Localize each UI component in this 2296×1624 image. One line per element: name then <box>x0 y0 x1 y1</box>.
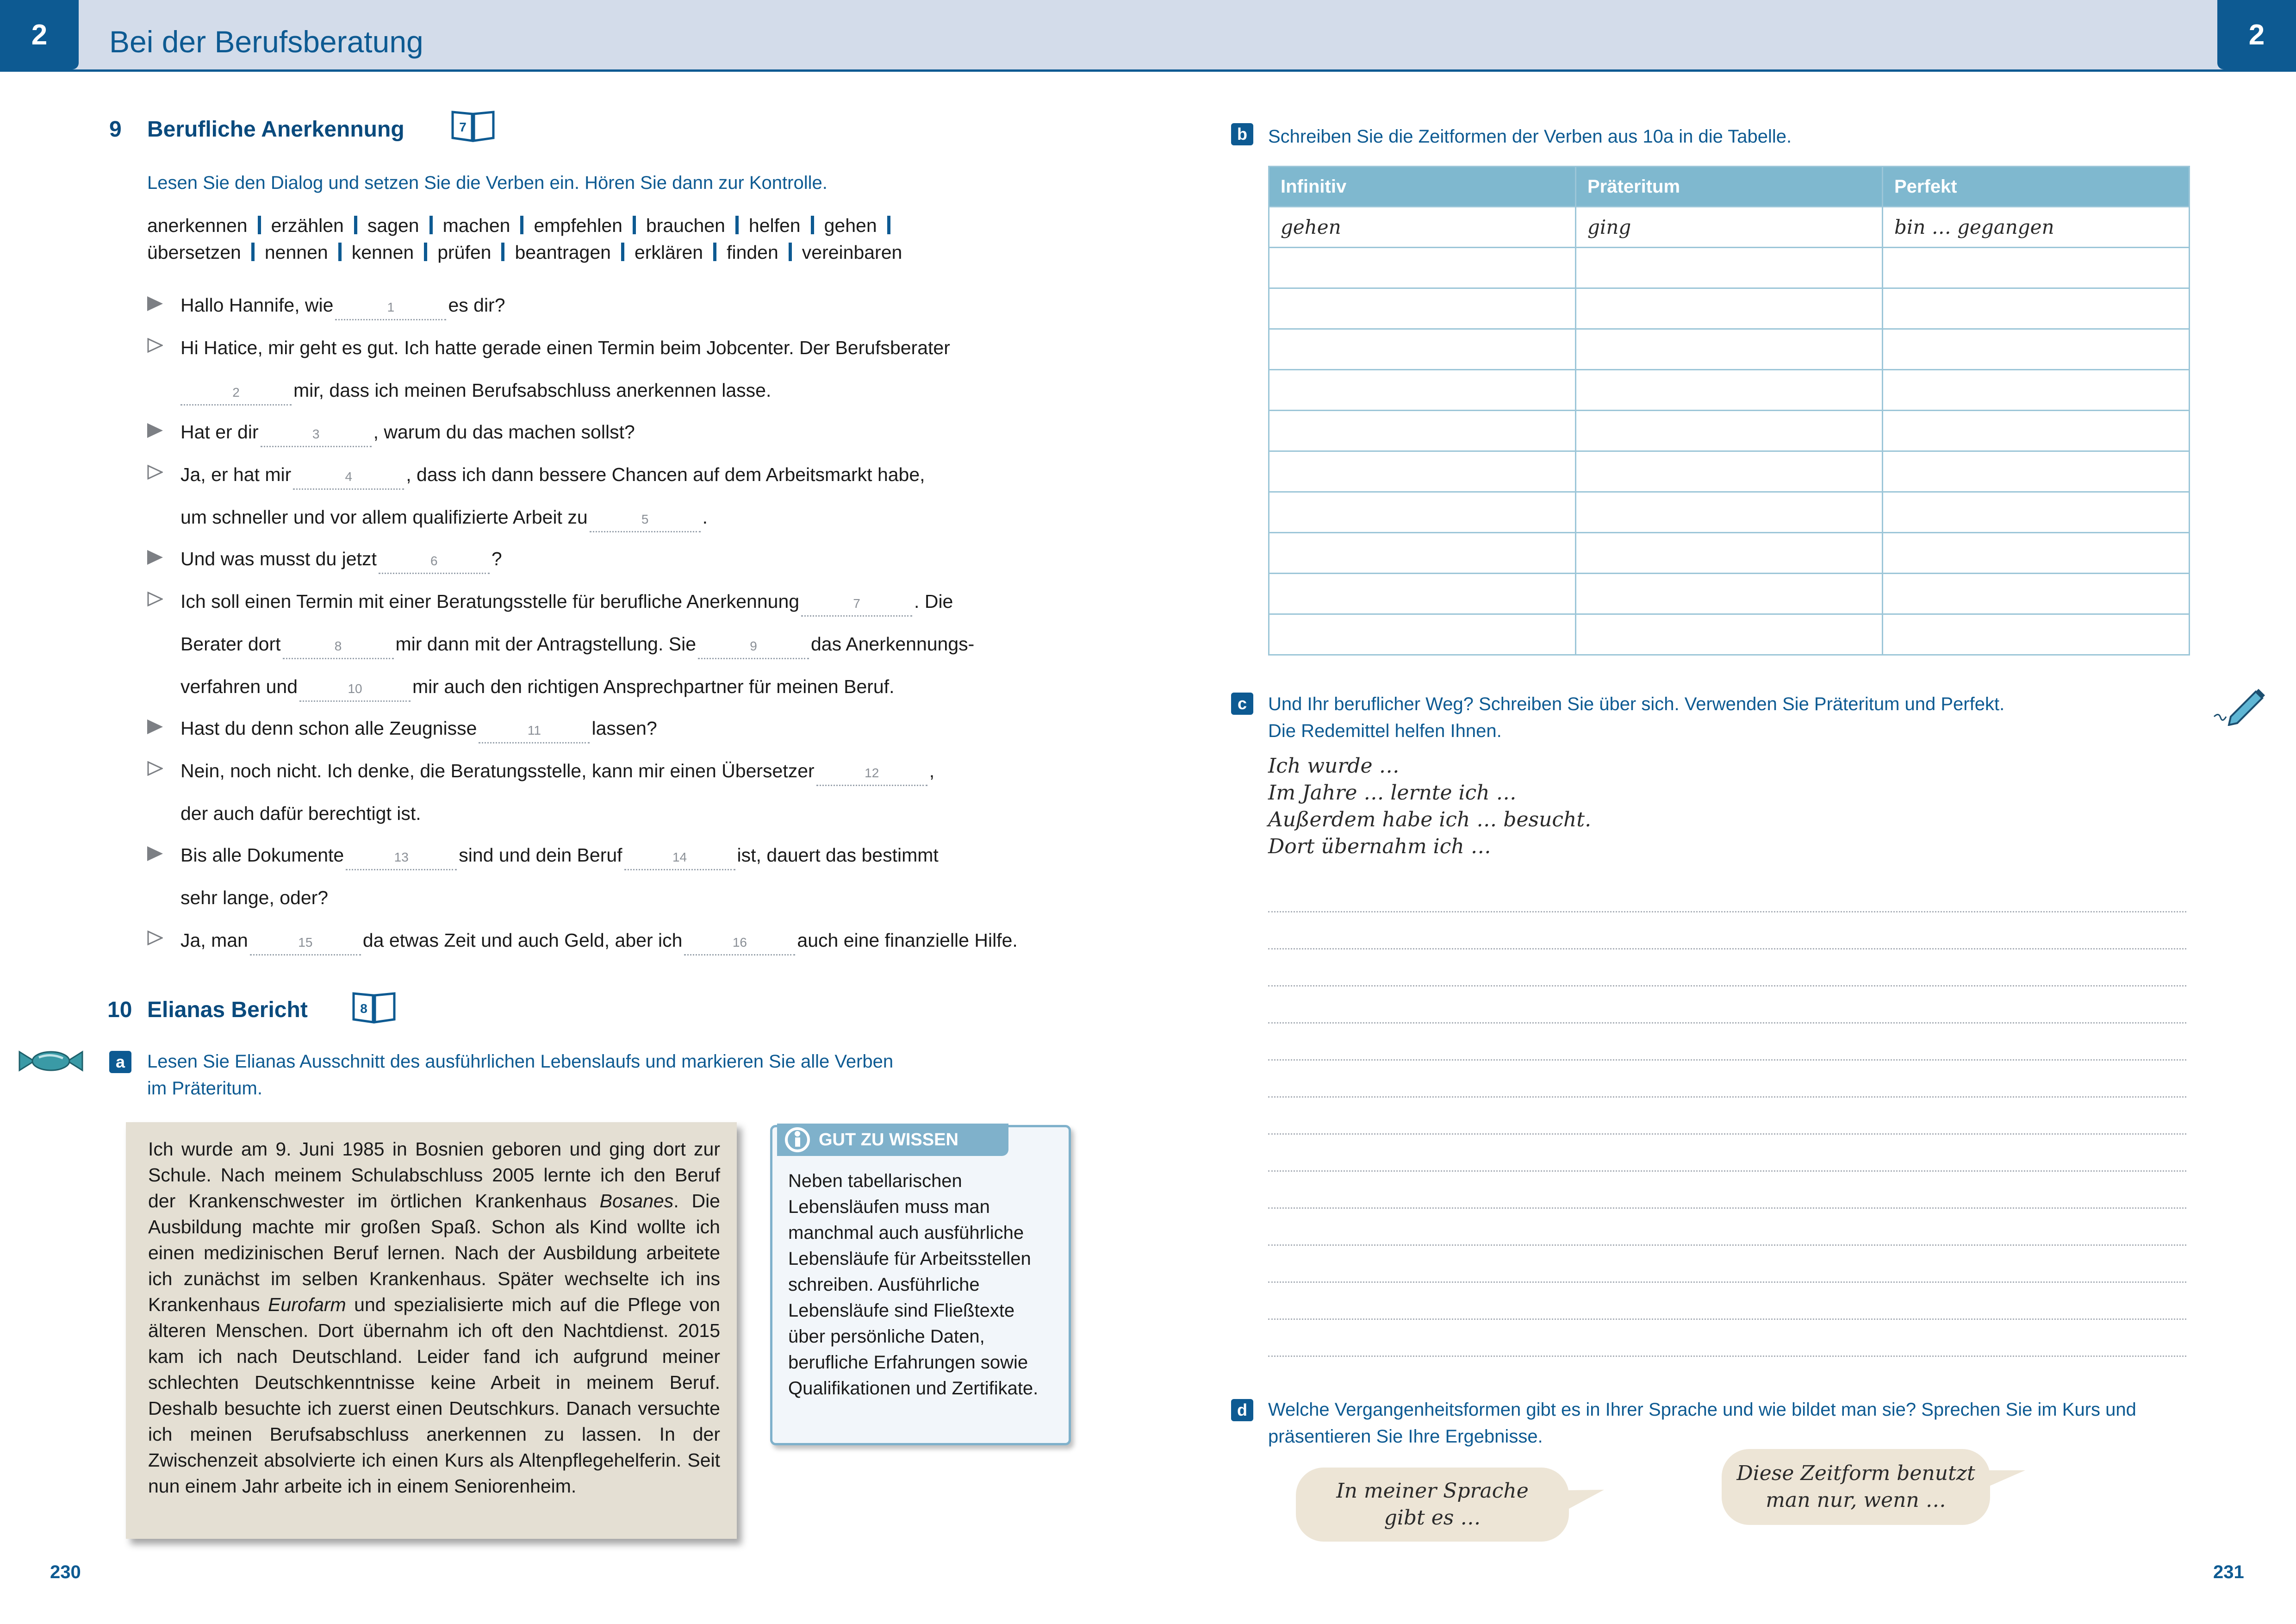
gap-field[interactable]: 6 <box>379 550 490 574</box>
table-cell[interactable] <box>1269 614 1576 655</box>
gap-field[interactable]: 12 <box>816 762 927 786</box>
table-row <box>1269 329 2190 370</box>
column-header: Präteritum <box>1576 167 1883 207</box>
speech-bubble: In meiner Sprache gibt es … <box>1296 1468 1569 1542</box>
writing-line[interactable] <box>1268 1244 2186 1246</box>
speaker-b-icon <box>147 338 163 353</box>
pencil-icon <box>2212 684 2268 726</box>
table-cell[interactable] <box>1269 329 1576 370</box>
table-cell[interactable] <box>1883 492 2190 533</box>
prompt-line: Ich wurde … <box>1268 754 1400 778</box>
prompt-line: Außerdem habe ich … besucht. <box>1268 808 1592 831</box>
writing-line[interactable] <box>1268 911 2186 912</box>
table-cell[interactable] <box>1883 451 2190 492</box>
dialog-line: Nein, noch nicht. Ich denke, die Beratungsstelle, kann mir einen Übersetzer 12 , <box>180 759 934 786</box>
writing-line[interactable] <box>1268 1096 2186 1098</box>
table-cell[interactable] <box>1883 370 2190 411</box>
table-cell[interactable] <box>1576 492 1883 533</box>
table-cell[interactable] <box>1269 492 1576 533</box>
chapter-badge-left: 2 <box>0 0 79 69</box>
gap-field[interactable]: 5 <box>590 508 701 532</box>
dialog-line: Hallo Hannife, wie 1 es dir? <box>180 294 505 320</box>
table-cell[interactable] <box>1883 614 2190 655</box>
exercise-9-number: 9 <box>109 117 122 142</box>
dialog-line: Und was musst du jetzt 6 ? <box>180 547 502 574</box>
table-row <box>1269 411 2190 451</box>
dialog-line: Hi Hatice, mir geht es gut. Ich hatte gerade einen Termin beim Jobcenter. Der Berufsberater <box>180 337 950 358</box>
gap-field[interactable]: 7 <box>801 592 912 617</box>
exercise-10d-instruction: Welche Vergangenheitsformen gibt es in Ihrer Sprache und wie bildet man sie? Sprechen Sie im Kurs und präsentieren Sie Ihre Ergebnisse. <box>1268 1399 2136 1447</box>
table-cell[interactable] <box>1883 248 2190 288</box>
table-row <box>1269 492 2190 533</box>
speaker-b-icon <box>147 931 163 945</box>
table-cell[interactable] <box>1269 451 1576 492</box>
exercise-9-instruction: Lesen Sie den Dialog und setzen Sie die Verben ein. Hören Sie dann zur Kontrolle. <box>147 173 828 193</box>
exercise-10c-instruction: Und Ihr beruflicher Weg? Schreiben Sie über sich. Verwenden Sie Präteritum und Perfekt. Die Redemittel helfen Ihnen. <box>1268 694 2005 741</box>
table-cell: ging <box>1576 207 1883 248</box>
table-cell[interactable] <box>1883 329 2190 370</box>
exercise-10a-instruction: Lesen Sie Elianas Ausschnitt des ausführlichen Lebenslaufs und markieren Sie alle Verben im Präteritum. <box>147 1051 894 1099</box>
table-cell[interactable] <box>1883 574 2190 614</box>
speaker-a-icon <box>147 550 163 565</box>
dialog-line: der auch dafür berechtigt ist. <box>180 803 421 824</box>
gap-field[interactable]: 16 <box>684 931 795 956</box>
word-bank-line-1: anerkennen erzählen sagen machen empfehlen brauchen helfen gehen <box>147 212 1027 239</box>
speaker-a-icon <box>147 296 163 311</box>
table-cell[interactable] <box>1576 533 1883 574</box>
gap-field[interactable]: 4 <box>293 465 404 490</box>
gap-field[interactable]: 8 <box>283 635 394 659</box>
gap-field[interactable]: 3 <box>261 423 372 447</box>
writing-line[interactable] <box>1268 1207 2186 1209</box>
svg-text:7: 7 <box>459 120 467 134</box>
table-row <box>1269 248 2190 288</box>
writing-line[interactable] <box>1268 1022 2186 1024</box>
table-cell[interactable] <box>1576 329 1883 370</box>
table-cell[interactable] <box>1883 533 2190 574</box>
gap-field[interactable]: 11 <box>479 719 590 743</box>
svg-text:8: 8 <box>360 1001 367 1016</box>
good-to-know-box <box>770 1125 1071 1445</box>
gap-field[interactable]: 9 <box>698 635 809 659</box>
resume-text-card <box>126 1122 737 1539</box>
writing-line[interactable] <box>1268 1170 2186 1172</box>
table-row <box>1269 288 2190 329</box>
book-icon <box>352 991 396 1026</box>
speaker-a-icon <box>147 423 163 438</box>
writing-line[interactable] <box>1268 1355 2186 1357</box>
dialog-line: 2 mir, dass ich meinen Berufsabschluss anerkennen lasse. <box>180 379 771 406</box>
table-cell[interactable] <box>1269 248 1576 288</box>
dialog-line: Berater dort 8 mir dann mit der Antragstellung. Sie 9 das Anerkennungs- <box>180 632 974 659</box>
table-cell[interactable] <box>1576 614 1883 655</box>
table-cell: bin … gegangen <box>1883 207 2190 248</box>
table-cell: gehen <box>1269 207 1576 248</box>
table-cell[interactable] <box>1576 370 1883 411</box>
subtask-a-badge: a <box>109 1051 131 1073</box>
speaker-a-icon <box>147 719 163 734</box>
prompt-line: Im Jahre … lernte ich … <box>1268 781 1517 805</box>
word-bank <box>147 212 1027 266</box>
table-cell[interactable] <box>1269 533 1576 574</box>
table-cell[interactable] <box>1576 411 1883 451</box>
dialog-line: Hat er dir 3 , warum du das machen sollst? <box>180 420 635 447</box>
gap-field[interactable]: 1 <box>335 296 446 320</box>
table-row <box>1269 614 2190 655</box>
dialog-line: Ja, er hat mir 4 , dass ich dann bessere Chancen auf dem Arbeitsmarkt habe, <box>180 463 925 490</box>
writing-line[interactable] <box>1268 1281 2186 1283</box>
dialog-line: sehr lange, oder? <box>180 887 329 908</box>
info-icon <box>784 1125 816 1154</box>
prompt-line: Dort übernahm ich … <box>1268 835 1491 858</box>
table-row <box>1269 451 2190 492</box>
table-row <box>1269 370 2190 411</box>
dialog-line: Bis alle Dokumente 13 sind und dein Beruf 14 ist, dauert das bestimmt <box>180 843 939 870</box>
page-number-right: 231 <box>2213 1562 2244 1582</box>
table-cell[interactable] <box>1883 288 2190 329</box>
speaker-b-icon <box>147 761 163 776</box>
dialog-line: Ich soll einen Termin mit einer Beratungsstelle für berufliche Anerkennung 7 . Die <box>180 590 953 617</box>
dialog-line: Ja, man 15 da etwas Zeit und auch Geld, aber ich 16 auch eine finanzielle Hilfe. <box>180 929 1018 956</box>
good-to-know-header: GUT ZU WISSEN <box>777 1124 1008 1156</box>
gap-field[interactable]: 14 <box>624 846 735 870</box>
gap-field[interactable]: 10 <box>299 677 411 702</box>
exercise-10b-instruction: Schreiben Sie die Zeitformen der Verben aus 10a in die Tabelle. <box>1268 126 1792 147</box>
writing-line[interactable] <box>1268 1318 2186 1320</box>
writing-line[interactable] <box>1268 985 2186 987</box>
word-bank-line-2: übersetzen nennen kennen prüfen beantragen erklären finden vereinbaren <box>147 242 902 263</box>
gap-field[interactable]: 2 <box>180 381 292 406</box>
table-row <box>1269 207 2190 248</box>
table-header-row <box>1269 167 2190 207</box>
dialog-line: Hast du denn schon alle Zeugnisse 11 lassen? <box>180 717 657 743</box>
table-row <box>1269 574 2190 614</box>
exercise-10-title: Elianas Bericht <box>147 998 308 1022</box>
table-cell[interactable] <box>1883 411 2190 451</box>
column-header: Perfekt <box>1883 167 2190 207</box>
writing-line[interactable] <box>1268 1059 2186 1061</box>
table-cell[interactable] <box>1576 574 1883 614</box>
table-row <box>1269 533 2190 574</box>
dialog-line: verfahren und 10 mir auch den richtigen Ansprechpartner für meinen Beruf. <box>180 675 895 702</box>
table-cell[interactable] <box>1269 370 1576 411</box>
table-cell[interactable] <box>1269 411 1576 451</box>
table-cell[interactable] <box>1269 288 1576 329</box>
speaker-b-icon <box>147 465 163 480</box>
tense-table <box>1268 166 2190 656</box>
page-number-left: 230 <box>50 1562 81 1582</box>
good-to-know-text: Neben tabellarischen Lebensläufen muss man manchmal auch ausführliche Lebensläufe für Arbeitsstellen schreiben. Ausführliche Lebensläufe sind Fließtexte über persönliche Daten, berufliche Erfahrungen sowie Qualifikationen und Zertifikate. <box>788 1171 1039 1399</box>
book-icon <box>451 109 495 145</box>
subtask-c-badge: c <box>1231 693 1253 715</box>
table-cell[interactable] <box>1576 288 1883 329</box>
table-cell[interactable] <box>1576 451 1883 492</box>
gap-field[interactable]: 13 <box>346 846 457 870</box>
subtask-d-badge: d <box>1231 1399 1253 1421</box>
exercise-9-title: Berufliche Anerkennung <box>147 117 404 142</box>
column-header: Infinitiv <box>1269 167 1576 207</box>
speech-bubble: Diese Zeitform benutzt man nur, wenn … <box>1722 1449 1990 1525</box>
chapter-title: Bei der Berufsberatung <box>109 25 423 59</box>
speaker-b-icon <box>147 592 163 606</box>
candy-icon <box>19 1048 83 1074</box>
exercise-10-number: 10 <box>107 998 132 1022</box>
subtask-b-badge: b <box>1231 123 1253 145</box>
table-cell[interactable] <box>1576 248 1883 288</box>
writing-line[interactable] <box>1268 948 2186 949</box>
resume-text: Ich wurde am 9. Juni 1985 in Bosnien geboren und ging dort zur Schule. Nach meinem Schulabschluss 2005 lernte ich den Beruf der Krankenschwester im örtlichen Krankenhaus Bosanes. Die Ausbildung machte mir großen Spaß. Schon als Kind wollte ich einen medizinischen Beruf lernen. Nach der Ausbildung arbeitete ich zunächst im selben Krankenhaus. Später wechselte ich ins Krankenhaus Eurofarm und spezialisierte mich auf die Pflege von älteren Menschen. Dort übernahm ich oft den Nachtdienst. 2015 kam ich nach Deutschland. Leider fand ich aufgrund meiner schlechten Deutschkenntnisse keine Arbeit in meinem Beruf. Deshalb besuchte ich zuerst einen Deutschkurs. Danach versuchte ich meinen Berufsabschluss anerkennen zu lassen. In der Zwischenzeit absolvierte ich einen Kurs als Altenpflegehelferin. Seit nun einem Jahr arbeite ich in einem Seniorenheim. <box>148 1138 720 1497</box>
gap-field[interactable]: 15 <box>250 931 361 956</box>
speaker-a-icon <box>147 846 163 861</box>
writing-line[interactable] <box>1268 1133 2186 1135</box>
chapter-badge-right: 2 <box>2217 0 2296 69</box>
writing-prompts <box>1268 753 1591 860</box>
dialog-line: um schneller und vor allem qualifizierte Arbeit zu 5 . <box>180 506 708 532</box>
table-cell[interactable] <box>1269 574 1576 614</box>
